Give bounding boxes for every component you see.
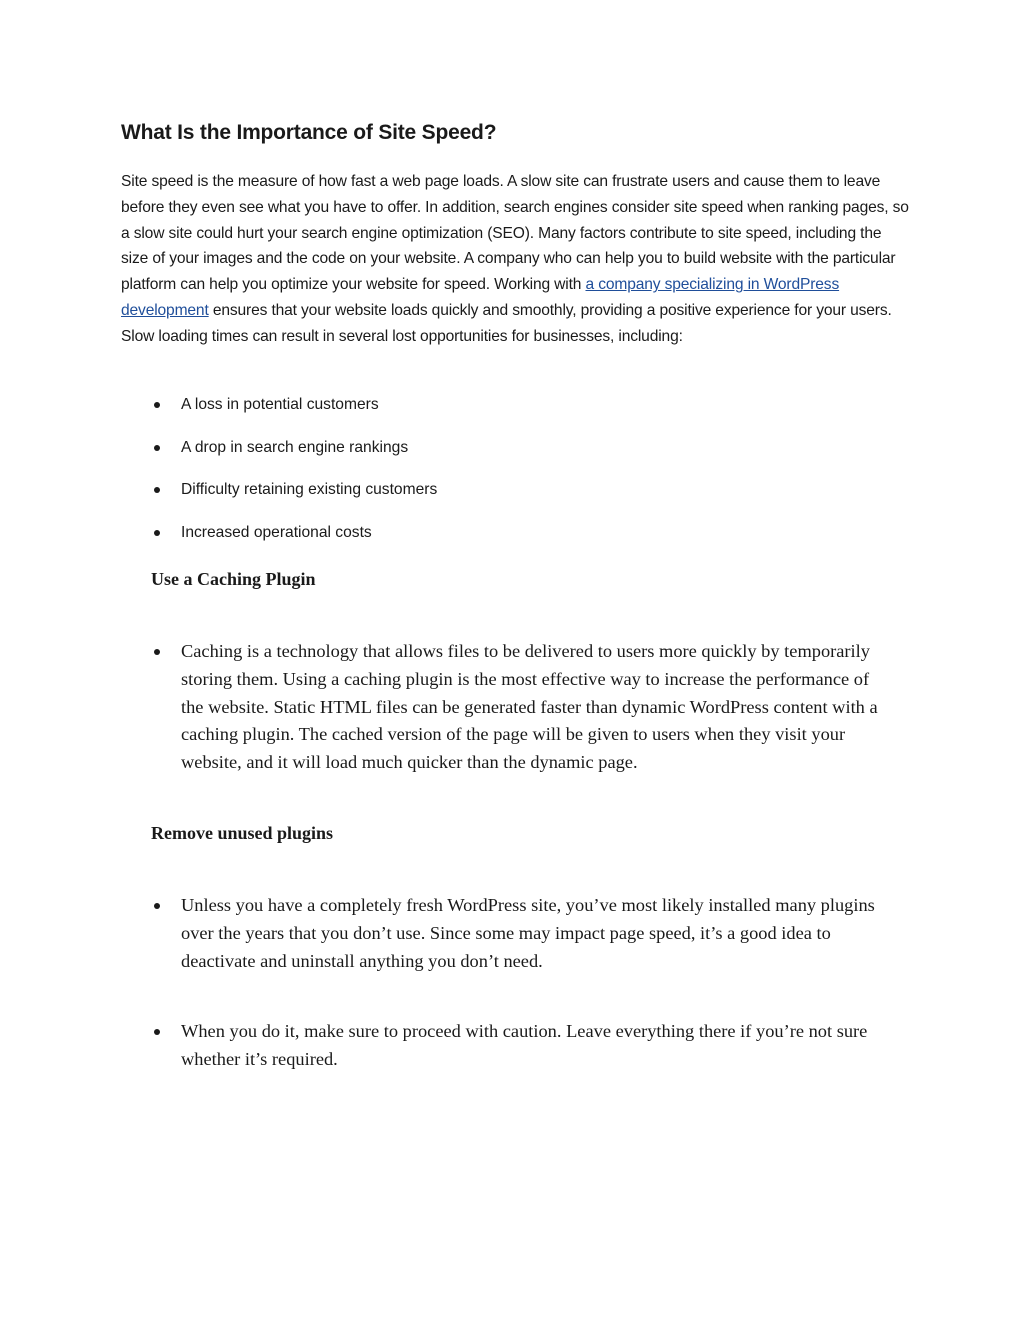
bullet-icon xyxy=(154,487,160,493)
bullet-icon xyxy=(154,445,160,451)
bullet-icon xyxy=(154,1029,160,1035)
page-title: What Is the Importance of Site Speed? xyxy=(121,121,497,144)
bullet-icon xyxy=(154,649,160,655)
intro-text-before-link: Site speed is the measure of how fast a web page loads. A slow site can frustrate users and cause them to leave before they even see what you have to offer. In addition, search engines consider site speed when ranking pages, so a slow site could hurt your search engine optimization (SEO). Many factors contribute to site speed, including the size of your images and the code on your website. A company who can help you to build website with the particular platform can help you optimize your website for speed. Working with xyxy=(121,173,909,294)
list-item xyxy=(121,1018,881,1074)
unused-plugins-list xyxy=(121,892,881,1074)
list-item xyxy=(121,436,911,460)
list-item xyxy=(121,478,911,502)
list-item-text: Increased operational costs xyxy=(181,523,372,541)
intro-second-line: Slow loading times can result in several lost opportunities for businesses, including: xyxy=(121,327,683,345)
bullet-icon xyxy=(154,530,160,536)
bullet-icon xyxy=(154,402,160,408)
list-item-text: Caching is a technology that allows files to be delivered to users more quickly by temporarily storing them. Using a caching plugin is the most effective way to increase the performance of the website. Static HTML files can be generated faster than dynamic WordPress content with a caching plugin. The cached version of the page will be given to users when they visit your website, and it will load much quicker than the dynamic page. xyxy=(181,641,878,773)
unused-plugins-heading: Remove unused plugins xyxy=(151,823,334,843)
list-item-text: Difficulty retaining existing customers xyxy=(181,481,438,499)
caching-list xyxy=(121,638,881,777)
list-item-text: A drop in search engine rankings xyxy=(181,438,409,456)
intro-text-after-link: ensures that your website loads quickly and smoothly, providing a positive experience for your users. xyxy=(208,301,892,319)
list-item xyxy=(121,638,881,777)
list-item xyxy=(121,521,911,545)
caching-plugin-heading: Use a Caching Plugin xyxy=(151,569,316,589)
list-item-text: Unless you have a completely fresh WordPress site, you’ve most likely installed many plugins over the years that you don’t use. Since some may impact page speed, it’s a good idea to deactivate and uninstall anything you don’t need. xyxy=(181,895,875,971)
list-item xyxy=(121,393,911,417)
intro-paragraph xyxy=(121,169,911,350)
bullet-icon xyxy=(154,903,160,909)
list-item-text: A loss in potential customers xyxy=(181,396,379,413)
wordpress-development-link[interactable]: a company specializing in WordPress development xyxy=(121,276,840,319)
list-item-text: When you do it, make sure to proceed with caution. Leave everything there if you’re not sure whether it’s required. xyxy=(181,1021,868,1070)
list-item xyxy=(121,892,881,975)
lost-opportunities-list xyxy=(121,393,911,563)
